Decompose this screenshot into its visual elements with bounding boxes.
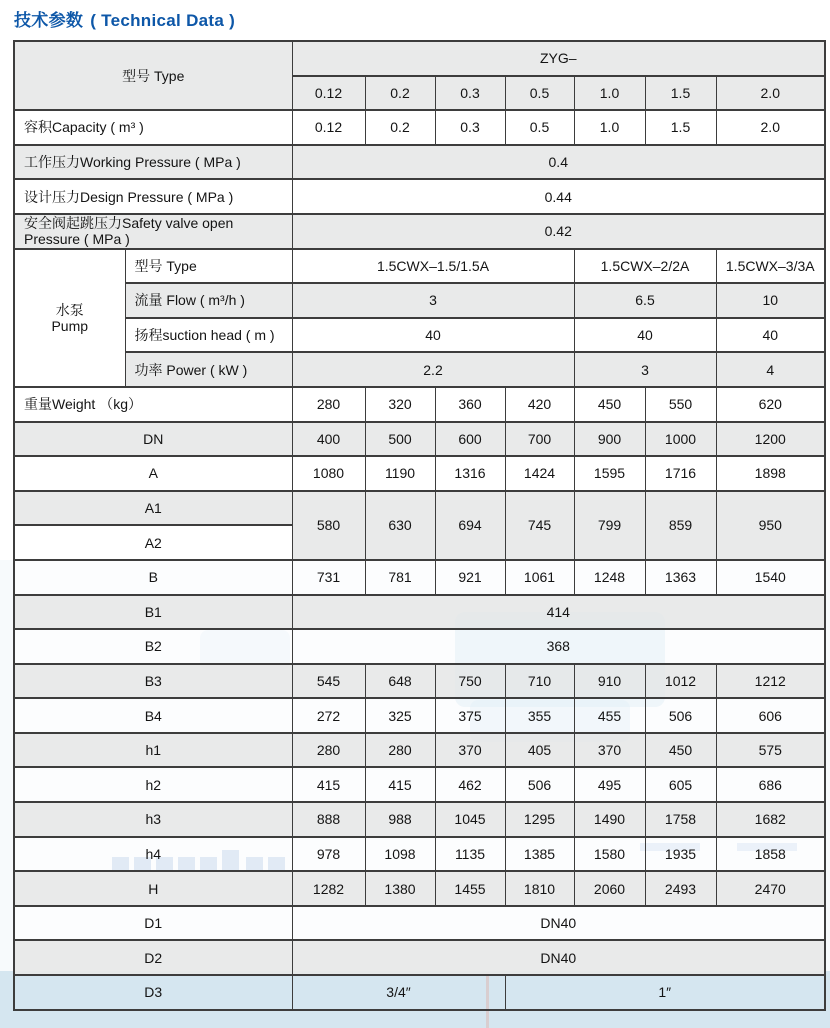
cell: 0.3 bbox=[435, 110, 505, 145]
cell: 1.5 bbox=[645, 110, 716, 145]
row-label: H bbox=[14, 871, 292, 906]
cell: 2.2 bbox=[292, 352, 574, 387]
page-title bbox=[14, 6, 235, 31]
table-row-d1 bbox=[14, 906, 825, 941]
cell: 1316 bbox=[435, 456, 505, 491]
cell: 0.2 bbox=[365, 110, 435, 145]
row-label: B2 bbox=[14, 629, 292, 664]
cell: 606 bbox=[716, 698, 825, 733]
table-row-b2 bbox=[14, 629, 825, 664]
table-row-pump-suction-head bbox=[14, 318, 825, 353]
cell: 280 bbox=[292, 733, 365, 768]
cell: 370 bbox=[574, 733, 645, 768]
cell: 6.5 bbox=[574, 283, 716, 318]
row-label: B4 bbox=[14, 698, 292, 733]
cell: 710 bbox=[505, 664, 574, 699]
pump-group-label-en: Pump bbox=[51, 317, 89, 334]
row-label: h4 bbox=[14, 837, 292, 872]
cell: 450 bbox=[574, 387, 645, 422]
table-row-weight bbox=[14, 387, 825, 422]
cell: 580 bbox=[292, 491, 365, 560]
cell: 3 bbox=[292, 283, 574, 318]
header-model: 0.2 bbox=[365, 76, 435, 111]
cell: 1282 bbox=[292, 871, 365, 906]
row-label: 容积Capacity ( m³ ) bbox=[14, 110, 292, 145]
cell: 1424 bbox=[505, 456, 574, 491]
cell: 1000 bbox=[645, 422, 716, 457]
cell: 575 bbox=[716, 733, 825, 768]
row-label: A bbox=[14, 456, 292, 491]
cell: DN40 bbox=[292, 906, 825, 941]
cell: 1898 bbox=[716, 456, 825, 491]
row-label: 扬程suction head ( m ) bbox=[125, 318, 292, 353]
cell: 325 bbox=[365, 698, 435, 733]
cell: 420 bbox=[505, 387, 574, 422]
cell: 405 bbox=[505, 733, 574, 768]
cell: 415 bbox=[292, 767, 365, 802]
cell: 910 bbox=[574, 664, 645, 699]
header-type-label: 型号 Type bbox=[14, 41, 292, 110]
cell: 0.44 bbox=[292, 179, 825, 214]
cell: 1490 bbox=[574, 802, 645, 837]
cell: 1682 bbox=[716, 802, 825, 837]
header-model: 0.5 bbox=[505, 76, 574, 111]
cell: 745 bbox=[505, 491, 574, 560]
cell: 1455 bbox=[435, 871, 505, 906]
table-row-design-pressure bbox=[14, 179, 825, 214]
cell: 620 bbox=[716, 387, 825, 422]
technical-data-table bbox=[13, 40, 826, 1011]
cell: 900 bbox=[574, 422, 645, 457]
header-model: 1.5 bbox=[645, 76, 716, 111]
cell: 799 bbox=[574, 491, 645, 560]
table-row-d2 bbox=[14, 940, 825, 975]
pump-group-cell bbox=[14, 249, 125, 387]
table-row-h2 bbox=[14, 767, 825, 802]
cell: 400 bbox=[292, 422, 365, 457]
header-model: 0.12 bbox=[292, 76, 365, 111]
cell: 605 bbox=[645, 767, 716, 802]
table-row-b3 bbox=[14, 664, 825, 699]
cell: 40 bbox=[716, 318, 825, 353]
cell: 370 bbox=[435, 733, 505, 768]
cell: 280 bbox=[292, 387, 365, 422]
table-row-capacity bbox=[14, 110, 825, 145]
cell: 1.0 bbox=[574, 110, 645, 145]
cell: 1716 bbox=[645, 456, 716, 491]
cell: 1045 bbox=[435, 802, 505, 837]
cell: 1135 bbox=[435, 837, 505, 872]
cell: 1595 bbox=[574, 456, 645, 491]
safety-valve-label-line1: 安全阀起跳压力Safety valve open bbox=[24, 215, 234, 232]
cell: 1.5CWX–1.5/1.5A bbox=[292, 249, 574, 284]
cell: 1200 bbox=[716, 422, 825, 457]
cell: 3/4″ bbox=[292, 975, 505, 1010]
cell: 3 bbox=[574, 352, 716, 387]
row-label: 设计压力Design Pressure ( MPa ) bbox=[14, 179, 292, 214]
header-series-prefix: ZYG– bbox=[292, 41, 825, 76]
cell: 1810 bbox=[505, 871, 574, 906]
cell: 320 bbox=[365, 387, 435, 422]
table-row-b bbox=[14, 560, 825, 595]
table-row-b4 bbox=[14, 698, 825, 733]
cell: 750 bbox=[435, 664, 505, 699]
cell: 4 bbox=[716, 352, 825, 387]
cell: 450 bbox=[645, 733, 716, 768]
cell: 2.0 bbox=[716, 110, 825, 145]
cell: 921 bbox=[435, 560, 505, 595]
cell: 495 bbox=[574, 767, 645, 802]
cell: 40 bbox=[292, 318, 574, 353]
table-row-h4 bbox=[14, 837, 825, 872]
row-label: h1 bbox=[14, 733, 292, 768]
header-model: 0.3 bbox=[435, 76, 505, 111]
row-label: 型号 Type bbox=[125, 249, 292, 284]
cell: 1858 bbox=[716, 837, 825, 872]
cell: 694 bbox=[435, 491, 505, 560]
cell: 545 bbox=[292, 664, 365, 699]
table-row-pump-type bbox=[14, 249, 825, 284]
row-label: 流量 Flow ( m³/h ) bbox=[125, 283, 292, 318]
table-row-header-series bbox=[14, 41, 825, 76]
cell: 272 bbox=[292, 698, 365, 733]
cell: 1380 bbox=[365, 871, 435, 906]
cell: 40 bbox=[574, 318, 716, 353]
cell: 1098 bbox=[365, 837, 435, 872]
cell: 1061 bbox=[505, 560, 574, 595]
cell: 368 bbox=[292, 629, 825, 664]
cell: 888 bbox=[292, 802, 365, 837]
row-label: B1 bbox=[14, 595, 292, 630]
cell: 1540 bbox=[716, 560, 825, 595]
table-row-pump-flow bbox=[14, 283, 825, 318]
cell: 415 bbox=[365, 767, 435, 802]
cell: 1935 bbox=[645, 837, 716, 872]
cell: 375 bbox=[435, 698, 505, 733]
row-label: B bbox=[14, 560, 292, 595]
cell: 500 bbox=[365, 422, 435, 457]
row-label: DN bbox=[14, 422, 292, 457]
cell: 700 bbox=[505, 422, 574, 457]
row-label: D2 bbox=[14, 940, 292, 975]
cell: 0.4 bbox=[292, 145, 825, 180]
table-row-h3 bbox=[14, 802, 825, 837]
cell: 1385 bbox=[505, 837, 574, 872]
cell: 978 bbox=[292, 837, 365, 872]
table-row-a bbox=[14, 456, 825, 491]
table-row-a1 bbox=[14, 491, 825, 526]
row-label: A1 bbox=[14, 491, 292, 526]
table-row-safety-valve bbox=[14, 214, 825, 249]
cell: 0.5 bbox=[505, 110, 574, 145]
row-label: 重量Weight （kg） bbox=[14, 387, 292, 422]
cell: 462 bbox=[435, 767, 505, 802]
safety-valve-label-line2: Pressure ( MPa ) bbox=[24, 231, 130, 248]
cell: 686 bbox=[716, 767, 825, 802]
cell: 731 bbox=[292, 560, 365, 595]
cell: 988 bbox=[365, 802, 435, 837]
cell: 2493 bbox=[645, 871, 716, 906]
cell: 1363 bbox=[645, 560, 716, 595]
cell: 600 bbox=[435, 422, 505, 457]
cell: 648 bbox=[365, 664, 435, 699]
row-label: h3 bbox=[14, 802, 292, 837]
cell: 280 bbox=[365, 733, 435, 768]
row-label: D1 bbox=[14, 906, 292, 941]
cell: 455 bbox=[574, 698, 645, 733]
cell: 1190 bbox=[365, 456, 435, 491]
page-title-zh: 技术参数 bbox=[14, 11, 84, 30]
cell: 0.12 bbox=[292, 110, 365, 145]
table-row-h1 bbox=[14, 733, 825, 768]
cell: 1248 bbox=[574, 560, 645, 595]
cell: 1295 bbox=[505, 802, 574, 837]
cell: 1212 bbox=[716, 664, 825, 699]
row-label: 工作压力Working Pressure ( MPa ) bbox=[14, 145, 292, 180]
row-label: B3 bbox=[14, 664, 292, 699]
cell: 630 bbox=[365, 491, 435, 560]
cell: 1580 bbox=[574, 837, 645, 872]
table-row-b1 bbox=[14, 595, 825, 630]
header-model: 1.0 bbox=[574, 76, 645, 111]
table-row-pump-power bbox=[14, 352, 825, 387]
cell: 1.5CWX–2/2A bbox=[574, 249, 716, 284]
row-label: A2 bbox=[14, 525, 292, 560]
table-row-dn bbox=[14, 422, 825, 457]
cell: 1.5CWX–3/3A bbox=[716, 249, 825, 284]
cell: 10 bbox=[716, 283, 825, 318]
cell: 1758 bbox=[645, 802, 716, 837]
cell: 1012 bbox=[645, 664, 716, 699]
cell: 2470 bbox=[716, 871, 825, 906]
page-title-en: ( Technical Data ) bbox=[90, 11, 236, 30]
table-row-working-pressure bbox=[14, 145, 825, 180]
cell: 414 bbox=[292, 595, 825, 630]
cell: 0.42 bbox=[292, 214, 825, 249]
row-label: D3 bbox=[14, 975, 292, 1010]
cell: 1″ bbox=[505, 975, 825, 1010]
table-row-h-total bbox=[14, 871, 825, 906]
cell: 550 bbox=[645, 387, 716, 422]
table-row-d3 bbox=[14, 975, 825, 1010]
row-label: 功率 Power ( kW ) bbox=[125, 352, 292, 387]
header-model: 2.0 bbox=[716, 76, 825, 111]
cell: 506 bbox=[645, 698, 716, 733]
cell: 950 bbox=[716, 491, 825, 560]
row-label: h2 bbox=[14, 767, 292, 802]
cell: 355 bbox=[505, 698, 574, 733]
pump-group-label-zh: 水泵 bbox=[55, 301, 84, 318]
cell: 859 bbox=[645, 491, 716, 560]
cell: 506 bbox=[505, 767, 574, 802]
cell: DN40 bbox=[292, 940, 825, 975]
cell: 1080 bbox=[292, 456, 365, 491]
cell: 2060 bbox=[574, 871, 645, 906]
cell: 360 bbox=[435, 387, 505, 422]
cell: 781 bbox=[365, 560, 435, 595]
row-label bbox=[14, 214, 292, 249]
